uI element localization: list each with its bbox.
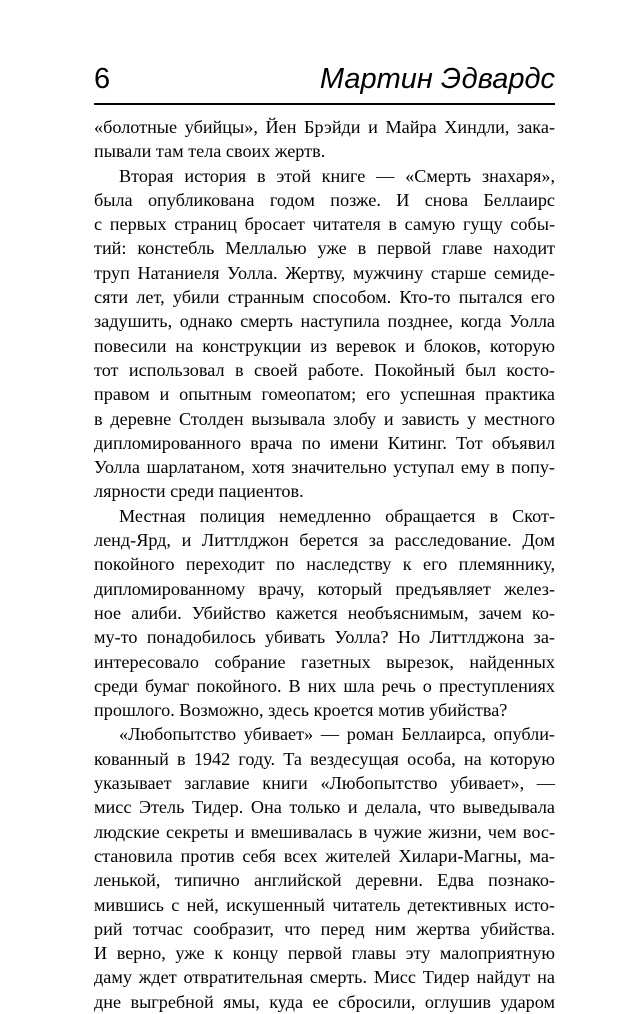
text-line: ленд-Ярд, и Литтлджон берется за расследование. Дом [94,530,555,551]
text-line: пывали там тела своих жертв. [94,141,326,162]
text-line: кованный в 1942 году. Та вездесущая особа, на которую [94,748,555,769]
text-line: «болотные убийцы», Йен Брэйди и Майра Хиндли, зака- [94,117,555,137]
paragraph [94,504,555,723]
text-line: ное алиби. Убийство кажется необъяснимым, зачем ко- [94,602,555,623]
text-line: указывает заглавие книги «Любопытство убивает», — [94,773,555,794]
running-title: Мартин Эдвардс [319,63,555,95]
text-line: интересовало собрание газетных вырезок, найденных [94,651,555,672]
text-line: прошлого. Возможно, здесь кроется мотив убийства? [94,700,508,721]
text-line: мившись с ней, искушенный читатель детективных исто- [94,894,555,915]
text-line: му-то понадобилось убивать Уолла? Но Литтлджона за- [94,627,555,648]
text-line: труп Натаниеля Уолла. Жертву, мужчину старше семиде- [94,262,555,283]
page-header [94,62,555,102]
text-line: с первых страниц бросает читателя в самую гущу собы- [94,214,555,235]
text-line: ленькой, типично английской деревни. Едва познако- [94,870,555,891]
text-line: покойного переходит по наследству к его племяннику, [94,554,555,575]
text-line: «Любопытство убивает» — роман Беллаирса, опубли- [119,724,555,745]
text-line: тот использовал в своей работе. Покойный был костo- [94,359,555,380]
header-rule [94,103,555,105]
text-line: сяти лет, убили странным способом. Кто-то пытался его [94,287,555,308]
text-line: повесили на конструкции из веревок и блоков, которую [94,335,555,356]
paragraph [94,164,555,504]
text-line: была опубликована годом позже. И снова Беллаирс [94,189,555,210]
text-line: дне выгребной ямы, куда ее сбросили, оглушив ударом [94,991,555,1012]
text-line: дипломированного врача по имени Китинг. Тот объявил [94,432,555,453]
paragraph [94,722,555,1014]
text-line: даму ждет отвратительная смерть. Мисс Тидер найдут на [94,967,555,988]
text-line: лярности среди пациентов. [94,481,304,502]
text-line: правом и опытным гомеопатом; его успешная практика [94,384,555,405]
text-line: И верно, уже к концу первой главы эту малоприятную [94,943,555,964]
text-line: Местная полиция немедленно обращается в Скот- [119,505,555,526]
text-line: в деревне Столден вызывала злобу и зависть у местного [94,408,555,429]
text-line: Вторая история в этой книге — «Смерть знахаря», [119,165,555,186]
body-text [94,115,555,1014]
text-line: становила против себя всех жителей Хилари-Магны, ма- [94,845,555,866]
text-line: задушить, однако смерть наступила позднее, когда Уолла [94,311,555,332]
text-line: людские секреты и вмешивалась в чужие жизни, чем вос- [94,821,555,842]
text-line: мисс Этель Тидер. Она только и делала, что выведывала [94,797,555,818]
text-line: дипломированному врачу, который предъявляет желез- [94,578,555,599]
text-line: рий тотчас сообразит, что перед ним жертва убийства. [94,918,555,939]
text-line: среди бумаг покойного. В них шла речь о преступлениях [94,675,555,696]
paragraph [94,115,555,164]
text-line: тий: констебль Меллалью уже в первой главе находит [94,238,555,259]
page-number: 6 [94,63,111,95]
text-line: Уолла шарлатаном, хотя значительно уступал ему в попу- [94,457,555,478]
